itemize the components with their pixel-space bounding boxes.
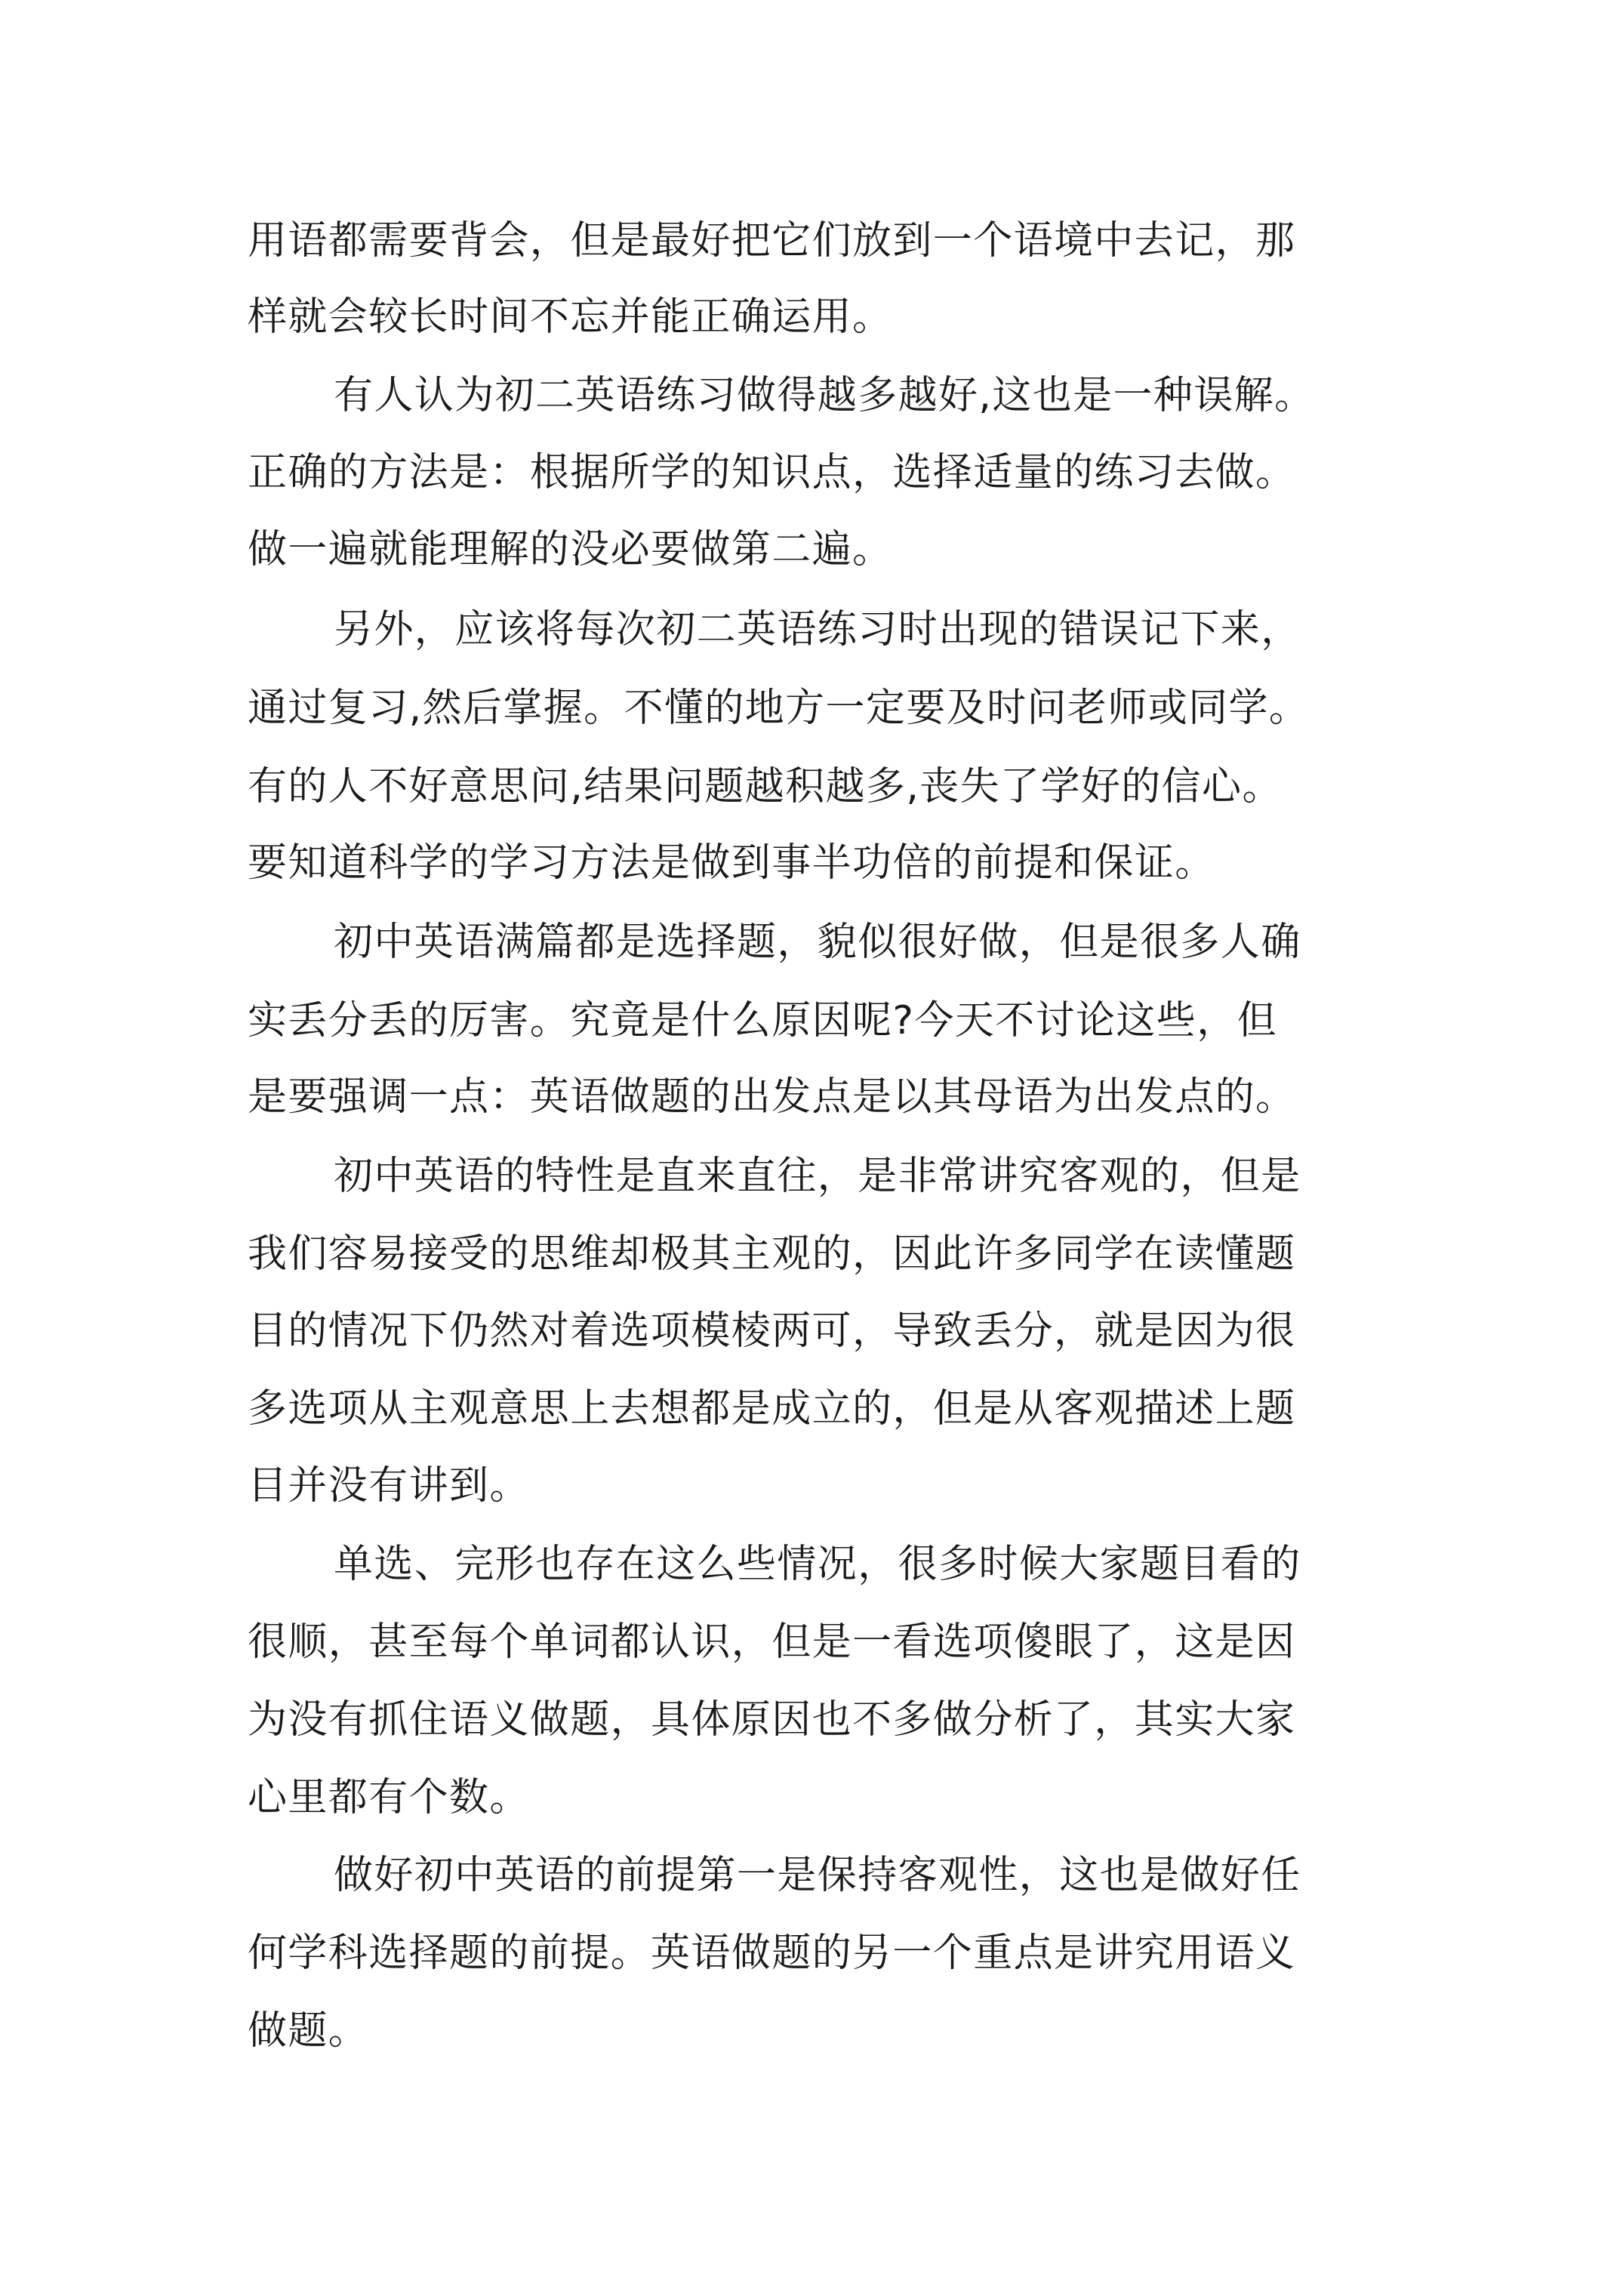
text-line: 做一遍就能理解的没必要做第二遍。	[248, 527, 893, 572]
paragraph-first-line: 另外，应该将每次初二英语练习时出现的错误记下来，	[334, 607, 1301, 652]
text-line: 实丢分丢的厉害。究竟是什么原因呢?今天不讨论这些，但	[248, 998, 1278, 1043]
text-line: 多选项从主观意思上去想都是成立的，但是从客观描述上题	[248, 1386, 1296, 1432]
text-line: 何学科选择题的前提。英语做题的另一个重点是讲究用语义	[248, 1931, 1296, 1976]
text-line: 做题。	[248, 2008, 369, 2054]
text-line: 通过复习,然后掌握。不懂的地方一定要及时问老师或同学。	[248, 686, 1310, 731]
text-line: 为没有抓住语义做题，具体原因也不多做分析了，其实大家	[248, 1697, 1296, 1743]
paragraph-first-line: 初中英语满篇都是选择题，貌似很好做，但是很多人确	[334, 920, 1301, 965]
paragraph-first-line: 有人认为初二英语练习做得越多越好,这也是一种误解。	[334, 373, 1315, 418]
text-line: 是要强调一点：英语做题的出发点是以其母语为出发点的。	[248, 1074, 1296, 1120]
paragraph-first-line: 做好初中英语的前提第一是保持客观性，这也是做好任	[334, 1853, 1301, 1898]
text-line: 很顺，甚至每个单词都认识，但是一看选项傻眼了，这是因	[248, 1620, 1296, 1665]
text-line: 有的人不好意思问,结果问题越积越多,丧失了学好的信心。	[248, 764, 1283, 809]
text-line: 正确的方法是：根据所学的知识点，选择适量的练习去做。	[248, 450, 1296, 495]
paragraph-first-line: 单选、完形也存在这么些情况，很多时候大家题目看的	[334, 1542, 1301, 1587]
text-line: 要知道科学的学习方法是做到事半功倍的前提和保证。	[248, 840, 1215, 886]
text-line: 用语都需要背会，但是最好把它们放到一个语境中去记，那	[248, 218, 1296, 264]
text-line: 心里都有个数。	[248, 1775, 530, 1820]
text-line: 目并没有讲到。	[248, 1463, 530, 1509]
text-line: 我们容易接受的思维却极其主观的，因此许多同学在读懂题	[248, 1231, 1296, 1277]
text-line: 样就会较长时间不忘并能正确运用。	[248, 294, 893, 340]
paragraph-first-line: 初中英语的特性是直来直往，是非常讲究客观的，但是	[334, 1154, 1301, 1199]
text-line: 目的情况下仍然对着选项模棱两可，导致丢分，就是因为很	[248, 1308, 1296, 1354]
